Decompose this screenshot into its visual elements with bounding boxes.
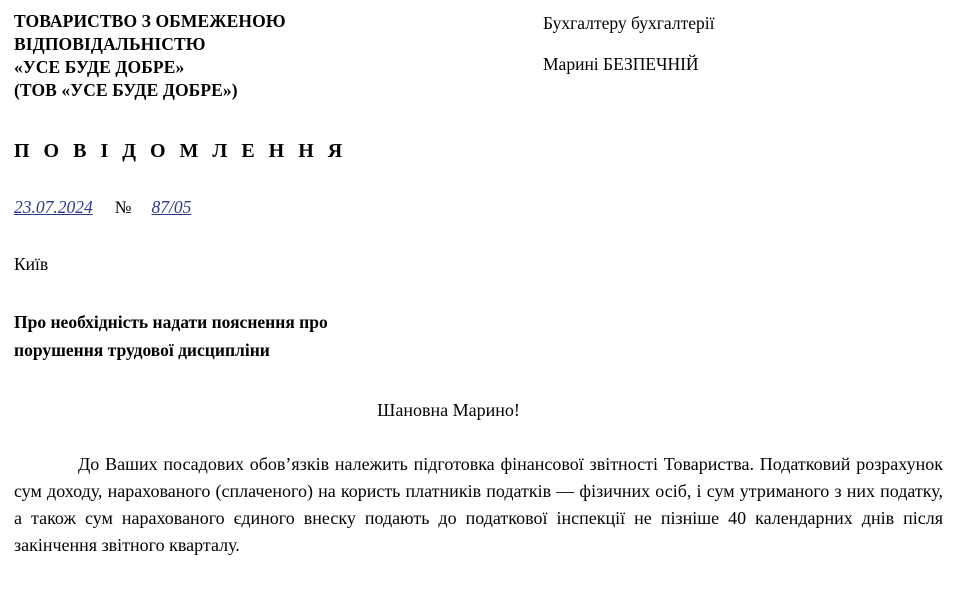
document-number: 87/05: [151, 197, 192, 218]
organization-block: [14, 10, 414, 102]
addressee-name: Марині БЕЗПЕЧНІЙ: [543, 54, 699, 75]
organization-line-2: ВІДПОВІДАЛЬНІСТЮ: [14, 34, 206, 55]
organization-line-3: «УСЕ БУДЕ ДОБРЕ»: [14, 57, 185, 78]
document-subject: Про необхідність надати пояснення про порушення трудової дисципліни: [14, 312, 328, 360]
addressee-block: [543, 10, 943, 76]
document-meta: [14, 197, 943, 218]
document-date: 23.07.2024: [14, 197, 93, 218]
organization-line-4: (ТОВ «УСЕ БУДЕ ДОБРЕ»): [14, 80, 238, 101]
document-city: Київ: [14, 254, 49, 275]
number-sign: №: [114, 197, 132, 218]
document-header: [14, 10, 943, 102]
organization-line-1: ТОВАРИСТВО З ОБМЕЖЕНОЮ: [14, 11, 286, 31]
document-title: П О В І Д О М Л Е Н Н Я: [14, 140, 347, 163]
addressee-position: Бухгалтеру бухгалтерії: [543, 13, 715, 33]
document-salutation: Шановна Марино!: [377, 399, 520, 420]
document-body-paragraph: До Ваших посадових обов’язків належить підготовка фінансової звітності Товариства. Податковий розрахунок сум доходу, нарахованого (сплаченого) на користь платників податків — фізичних осіб, і сум утриманого з них податку, а також сум нарахованого єдиного внеску подають до податкової інспекції не пізніше 40 календарних днів після закінчення звітного кварталу.: [14, 453, 943, 555]
